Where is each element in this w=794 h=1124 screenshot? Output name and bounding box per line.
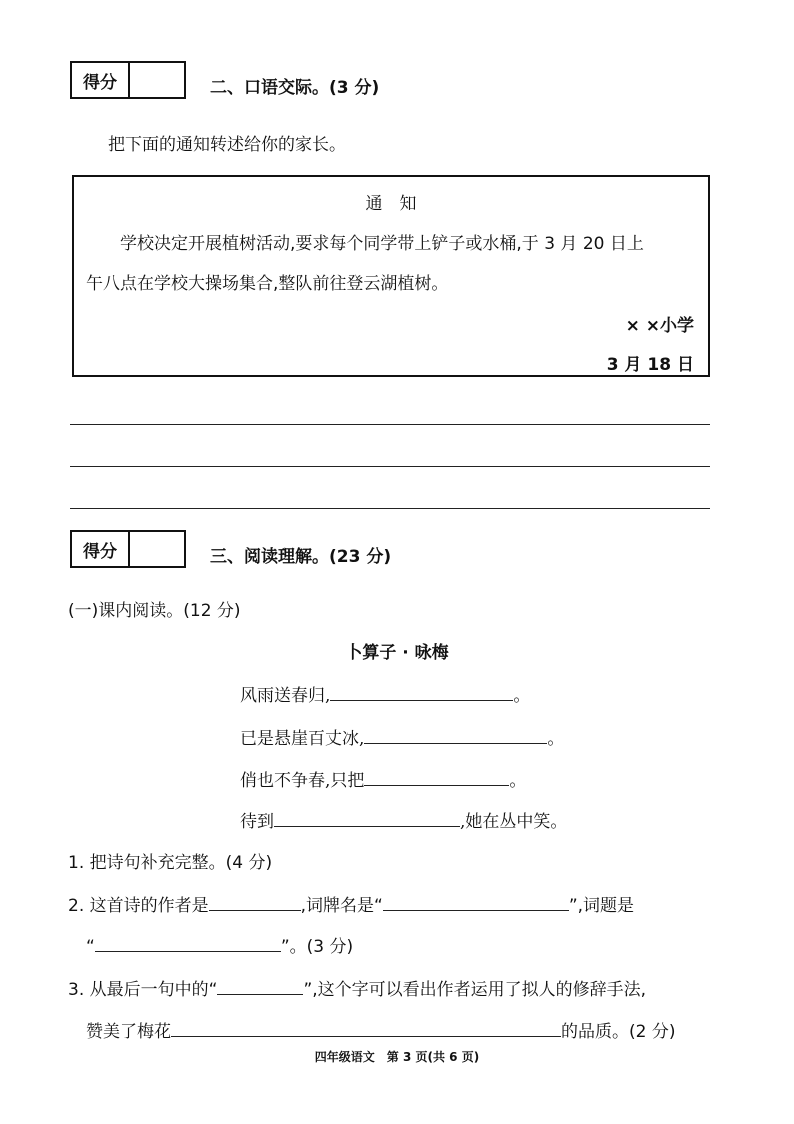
page-footer: 四年级语文 第 3 页(共 6 页) [314, 1050, 480, 1064]
poem-title: 卜算子 · 咏梅 [345, 643, 449, 663]
section2-instruction: 把下面的通知转述给你的家长。 [108, 135, 346, 155]
q3-part-d: 的品质。(2 分) [561, 1022, 676, 1042]
notice-box [72, 175, 710, 377]
q2-part-a: 2. 这首诗的作者是 [68, 896, 209, 916]
q3-part-c: 赞美了梅花 [86, 1022, 171, 1042]
q3-blank-word[interactable] [217, 980, 303, 995]
poem-blank-4[interactable] [274, 812, 460, 827]
q2-part-b: ,词牌名是“ [300, 896, 383, 916]
notice-heading: 通 知 [365, 194, 417, 214]
q3-part-b: ”,这个字可以看出作者运用了拟人的修辞手法, [303, 980, 647, 1000]
poem-line1-text: 风雨送春归, [240, 686, 331, 706]
notice-signature: × ×小学 [625, 316, 694, 336]
poem-line3-end: 。 [509, 771, 527, 791]
subsection-title: (一)课内阅读。(12 分) [68, 601, 241, 621]
score-label: 得分 [72, 63, 130, 97]
question-3-cont [86, 1017, 675, 1042]
poem-line1 [240, 681, 530, 706]
q2-part-e: ”。(3 分) [280, 937, 354, 957]
q2-part-d: “ [86, 937, 95, 957]
poem-line4-end: ,她在丛中笑。 [460, 812, 568, 832]
poem-blank-1[interactable] [330, 686, 513, 701]
question-3 [68, 975, 646, 1000]
poem-blank-3[interactable] [364, 771, 509, 786]
q2-blank-cipai[interactable] [383, 896, 569, 911]
notice-date: 3 月 18 日 [606, 355, 694, 375]
section3-title: 三、阅读理解。(23 分) [210, 547, 392, 567]
poem-line3 [240, 766, 526, 791]
question-2-cont [86, 932, 353, 957]
section2-title: 二、口语交际。(3 分) [210, 78, 380, 98]
q3-blank-quality[interactable] [171, 1022, 561, 1037]
poem-line3-text: 俏也不争春,只把 [240, 771, 365, 791]
q3-part-a: 3. 从最后一句中的“ [68, 980, 218, 1000]
notice-body-line2: 午八点在学校大操场集合,整队前往登云湖植树。 [86, 274, 449, 294]
question-1: 1. 把诗句补充完整。(4 分) [68, 853, 273, 873]
q2-blank-author[interactable] [209, 896, 301, 911]
poem-line4-text: 待到 [240, 812, 274, 832]
score-box-section2 [70, 61, 186, 99]
answer-line-1[interactable] [70, 424, 710, 425]
score-label: 得分 [72, 532, 130, 566]
answer-line-2[interactable] [70, 466, 710, 467]
q2-blank-title[interactable] [95, 937, 281, 952]
poem-blank-2[interactable] [364, 729, 547, 744]
q2-part-c: ”,词题是 [568, 896, 635, 916]
poem-line2-end: 。 [547, 729, 565, 749]
answer-line-3[interactable] [70, 508, 710, 509]
question-2 [68, 891, 634, 916]
poem-line2-text: 已是悬崖百丈冰, [240, 729, 365, 749]
score-box-section3 [70, 530, 186, 568]
notice-body-line1: 学校决定开展植树活动,要求每个同学带上铲子或水桶,于 3 月 20 日上 [120, 234, 644, 254]
poem-line2 [240, 724, 564, 749]
score-blank[interactable] [130, 63, 184, 97]
poem-line4 [240, 807, 567, 832]
poem-line1-end: 。 [513, 686, 531, 706]
score-blank[interactable] [130, 532, 184, 566]
